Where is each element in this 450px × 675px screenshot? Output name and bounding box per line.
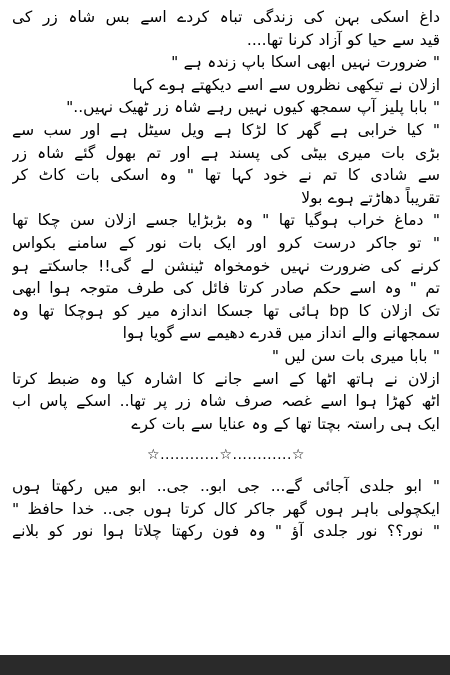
text-line: قید سے حیا کو آزاد کرنا تھا.... — [246, 30, 440, 49]
bottom-navigation-bar — [0, 655, 450, 675]
text-line: ازلان نے ہاتھ اٹھا کے اسے جانے کا اشارہ کیا وہ ضبط کرتا — [12, 369, 440, 388]
text-line: تک ازلان کا bp ہائی تھا جسکا اندازہ میر کو ہوچکا تھا وہ — [12, 301, 440, 320]
text-line: ایک ہی راستہ بچتا تھا کے وہ عنایا سے بات کرے — [131, 414, 440, 433]
text-line: " ضرورت نہیں ابھی اسکا باپ زندہ ہے " — [171, 53, 440, 72]
text-line: " نور؟؟ نور جلدی آؤ " وہ فون رکھتا چلاتا ہوا نور کو بلانے — [12, 522, 440, 541]
text-line: " دماغ خراب ہوگیا تھا " وہ بڑبڑایا جسے ازلان سن چکا تھا — [12, 211, 440, 230]
text-line: ایکچولی باہر ہوں گھر جاکر کال کرتا ہوں جی.. خدا حافظ " — [12, 499, 440, 518]
text-line: سمجھانے والے انداز میں قدرے دھیمے سے گویا ہوا — [122, 324, 440, 343]
text-line: " ابو جلدی آجائی گے... جی ابو.. جی.. ابو میں رکھتا ہوں — [12, 477, 440, 496]
text-line: کرنے کی ضرورت نہیں خومخواہ ٹینشن لے گی!! جاسکتے ہو — [12, 256, 440, 275]
text-line: بڑی بات میری بیٹی کی پسند ہے اور تم بھول گئے شاہ زر — [12, 143, 440, 162]
text-line: ازلان نے تیکھی نظروں سے اسے دیکھتے ہوے کہا — [132, 75, 440, 94]
text-line: " تو جاکر درست کرو اور ایک بات نور کے سامنے بکواس — [12, 233, 440, 252]
story-text — [12, 6, 440, 543]
text-line: تقریباً دھاڑتے ہوے بولا — [301, 188, 440, 207]
text-line: " بابا پلیز آپ سمجھ کیوں نہیں رہے شاہ زر ٹھیک نہیں.." — [66, 98, 440, 117]
text-line: اٹھ کھڑا ہوا اسے غصہ صرف شاہ زر پر تھا.. اسکے پاس اب — [12, 392, 440, 411]
section-divider: ☆............☆............☆ — [147, 447, 305, 464]
text-line: " بابا میری بات سن لیں " — [271, 346, 440, 365]
text-line: داغ اسکی بہن کی زندگی تباہ کردے اسے بس شاہ زر کی — [12, 8, 440, 26]
text-line: سے شادی کا تم نے خود کہا تھا " وہ اسکی بات کاٹ کر — [12, 166, 440, 185]
text-line: " کیا خرابی ہے گھر کا لڑکا ہے ویل سیٹل ہے اور سب سے — [12, 120, 440, 139]
text-line: تم " وہ اسے حکم صادر کرتا فائل کی طرف متوجہ ہوا ابھی — [12, 279, 440, 298]
